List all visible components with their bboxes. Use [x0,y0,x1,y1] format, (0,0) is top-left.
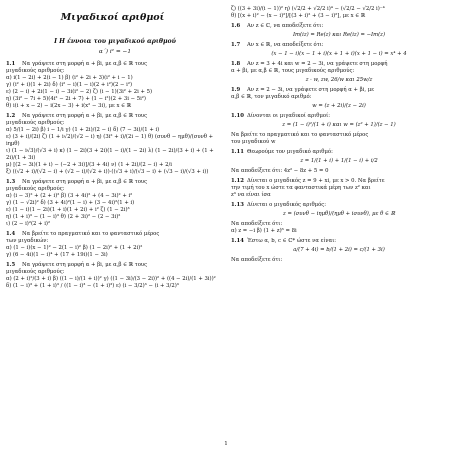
section-heading: I Η έννοια του μιγαδικού αριθμού [54,38,176,45]
exercise-line [6,127,224,134]
exercise-text: α) i(1 − 2i) + 2(i − 1) β) (i² + 2i + 3)(i² + i − 1) [6,75,133,81]
exercise-text: Να βρείτε το πραγματικό και το φανταστικό μέρος [22,231,160,237]
exercise-text: Αν x ∈ ℝ, να αποδείξετε ότι: [247,42,324,48]
exercise [231,61,447,84]
exercise-text: η) (3i² − 7i + 5)(4i² − 2i + 7) + (1 − i²)(2 + 3i − 5i²) [6,96,146,102]
exercise-text: γ) (6 − 4i)(1 − i)⁴ + (17 + 19i)(1 − 3i) [6,252,108,258]
math-expression: z · w, zw, 26/w και 25w/z [305,77,373,83]
exercise-line [6,252,224,259]
exercise-number: 1.13 [231,202,244,208]
exercise-line [231,178,447,185]
exercise-text: μιγαδικούς αριθμούς: [6,186,65,192]
exercise-line [6,68,224,75]
exercise-line [231,149,447,156]
exercise-text: δ) (1 − i)³ + (1 + i)³ / ((1 − i)³ − (1 + i)³) ε) (i − 3/2)³ − (i + 3/2)³ [6,283,179,289]
exercise [231,202,447,235]
exercise-text: α) z = −i β) (1 + z)⁶ = 8i [231,228,297,234]
exercise-line [231,238,447,245]
math-expression: (x − 1 − i)(x − 1 + i)(x + 1 + i)(x + 1 − i) = x⁴ + 4 [271,51,407,57]
exercise-number: 1.2 [6,113,16,119]
exercise-line [6,214,224,221]
exercise-line [6,269,224,276]
exercise-line [6,82,224,89]
exercise-text: ζ) ((3 + 3i)/(i − 1))² η) (√2/2 + √2/2 i)⁴ − (√2/2 − √2/2 i)⁻⁴ [231,6,385,12]
exercise-number: 1.5 [6,262,16,268]
exercise-line [231,87,447,94]
math-expression: z = (1 − i)²/(1 + i) και w = (z² + 1)/(z − 1) [282,122,396,128]
exercise-text: μιγαδικούς αριθμούς: [6,68,65,74]
exercise-line [231,113,447,120]
right-column [231,6,447,267]
exercise-line [6,169,224,176]
exercise-line [231,185,447,192]
exercise-text: Έστω α, b, c ∈ ℂ* ώστε να είναι: [247,238,337,244]
left-column [6,34,224,293]
exercise-text: Να γράψετε στη μορφή α + βi, με α,β ∈ ℝ τους [22,262,148,268]
exercise-line [6,262,224,269]
exercise [231,113,447,146]
exercise [6,262,224,290]
exercise [6,61,224,110]
exercise-number: 1.7 [231,42,241,48]
page-number: 1 [224,441,228,447]
exercise [6,179,224,228]
exercise-text: θ) [(x + i)² − (x − i)²]/[(3 + i)² + (3 − i)²], με x ∈ ℝ [231,13,366,19]
exercise-line [6,231,224,238]
exercise [231,178,447,199]
exercise [6,113,224,176]
exercise-line [231,13,447,20]
exercise-line [231,23,447,30]
exercise-number: 1.4 [6,231,16,237]
exercise-number: 1.9 [231,87,241,93]
exercise-line [6,103,224,110]
exercise-line [231,68,447,75]
exercise-text: Αν z = 3 + 4i και w = 2 − 3i, να γράψετε στη μορφή [247,61,388,67]
exercise-text: Να αποδείξετε ότι: [231,257,283,263]
exercise-line [231,202,447,209]
exercise-text: α) 5/(1 − 2i) β) i − 1/i γ) (1 + 2i)/(2 − i) δ) (7 − 3i)/(1 + i) [6,127,160,133]
exercise-line [6,200,224,207]
page-title: Μιγαδικοί αριθμοί [60,12,165,23]
exercise [231,238,447,264]
exercise-text: α) (2 + i)²/(3 + i) β) ((1 − i)/(1 + i))² γ) ((1 − 3i)/(3 − 2i))² + ((4 − 2i)/(1 + 3i))² [6,276,216,282]
left-exercises [6,61,224,290]
exercise-line [6,89,224,96]
exercise-line [6,245,224,252]
exercise-text: την τιμή του x ώστε τα φανταστικά μέρη των z² και [231,185,371,191]
exercise-text: Αν z = 2 − 3i, να γράψετε στη μορφή α + βi, με [247,87,374,93]
exercise-text: Δίνεται ο μιγαδικός αριθμός: [247,202,327,208]
exercise-line [231,192,447,199]
math-expression: a/(7 + 4i) = b/(1 + 2i) = c/(1 + 3i) [293,247,385,253]
exercise-line [6,120,224,127]
exercise-text: Θεωρούμε τον μιγαδικό αριθμό: [247,149,333,155]
exercise-number: 1.14 [231,238,244,244]
exercise-text: Να αποδείξετε ότι: 4z² − 8z + 5 = 0 [231,168,329,174]
exercise-text: α + βi, με α,β ∈ ℝ, τους μιγαδικούς αριθμούς: [231,68,355,74]
exercise-text: μιγαδικούς αριθμούς: [6,120,65,126]
exercise-line [6,179,224,186]
exercise-text: Δίνεται ο μιγαδικός z = 9 + xi, με x > 0. Να βρείτε [247,178,385,184]
exercise-line [231,6,447,13]
exercise-text: ε) (3 + i)/(2i) ζ) (1 + i√2)/(√2 − i) η) (3i² + i)/(2i − 1) θ) (συνθ − ημθ)/(συνθ + iημθ) [6,134,214,147]
exercise-text: η) (1 + i)³ − (1 − i)³ θ) (2 + 3i)² − (2 − 3i)² [6,214,121,220]
exercise-text: Να αποδείξετε ότι: [231,221,283,227]
exercise-text: ξ) ((√2 + i)/(√2 − i) + (√2 − i)/(√2 + i))·((√3 + i)/(√3 − i) + (√3 − i)/(√3 + i)) [6,169,209,175]
exercise-text: του μιγαδικού w [231,139,276,145]
exercise-line [6,75,224,82]
exercise-text: ι) (2 − i)²(2 + i)² [6,221,51,227]
exercise-number: 1.1 [6,61,16,67]
exercise-line [6,61,224,68]
exercise-line [6,148,224,162]
exercise-text: ι) (1 − i√3)/(√3 + i) κ) (1 − 2i)(3 + 2i)(1 − i)/(1 − 2i) λ) (1 − 2i)/(3 + i) + (1 + 2i)/(1 + 3i) [6,148,214,161]
exercise-line [6,162,224,169]
exercise-line [231,42,447,49]
exercise-number: 1.11 [231,149,244,155]
exercise-text: α) (1 − i)(x − 1)² − 2(1 − i)² β) (1 − 2i)² + (1 + 2i)² [6,245,143,251]
exercise [231,42,447,58]
exercise-line [6,283,224,290]
exercise-text: α) (i − 3)² + (2 + i)² β) (3 + 4i)² + (4 − 3i)² + i² [6,193,133,199]
exercise-number: 1.12 [231,178,244,184]
math-expression: w = (z + 2i)/(z − 2i) [312,103,366,109]
exercise [231,87,447,110]
exercise-text: z³ να είναι ίσα [231,192,271,198]
exercise-text: Δίνονται οι μιγαδικοί αριθμοί: [247,113,330,119]
exercise-number: 1.10 [231,113,244,119]
exercise-line [6,134,224,148]
exercise-text: γ) (1 − √2i)² δ) (3 + 4i)²(1 − i) + (3 − 4i)²(1 + i) [6,200,135,206]
exercise-line [6,113,224,120]
exercise-line [6,221,224,228]
exercise [231,6,447,20]
exercise-text: Να γράψετε στη μορφή α + βi, με α,β ∈ ℝ τους [22,61,148,67]
exercise-text: γ) (i² + i)(1 + 2i) δ) (i² − i)(1 − i)(2 + i²)(2 − i²) [6,82,133,88]
exercise-line [6,207,224,214]
exercise-text: των μιγαδικών: [6,238,49,244]
exercise-number: 1.8 [231,61,241,67]
exercise-text: Να γράψετε στη μορφή α + βi, με α,β ∈ ℝ τους [22,113,148,119]
exercise-text: μιγαδικούς αριθμούς: [6,269,65,275]
exercise-text: μ) [(2 − 3i)(1 + i) − (−2 + 3i)]/(3 + 4i) ν) (1 + 2i)/(2 − i) + 2/i [6,162,172,168]
exercise-text: Να βρείτε το πραγματικό και το φανταστικό μέρος [231,132,369,138]
exercise-line [6,276,224,283]
subsection-heading: α΄) i² = −1 [98,49,132,55]
exercise-text: θ) i(i + x − 2) − i(2x − 3) + i(x² − 3i), με x ∈ ℝ [6,103,132,109]
exercise-number: 1.6 [231,23,241,29]
exercise-line [231,61,447,68]
math-expression: Im(iz) = Re(z) και Re(iz) = −Im(z) [292,32,386,38]
exercise-text: ε) (1 − i)(1 − 2i)(1 + i)(1 + 2i) + i² ζ) (1 − 2i)³ [6,207,130,213]
exercise [231,149,447,175]
exercise-text: α,β ∈ ℝ, τον μιγαδικό αριθμό: [231,94,312,100]
exercise-text: ε) (2 − i) + 2i(1 − i) − 3i(i² − 2) ζ) (i − 1)(3i² + 2i + 5) [6,89,153,95]
exercise-line [6,186,224,193]
math-expression: z = (συνθ − iημθ)/(ημθ + iσυνθ), με θ ∈ ℝ [283,211,395,217]
exercise-line [6,193,224,200]
exercise [231,23,447,39]
math-expression: z = 1/(1 + i) + 1/(1 − i) + i/2 [300,158,378,164]
exercise-text: Να γράψετε στη μορφή α + βi, με α,β ∈ ℝ τους [22,179,148,185]
exercise-text: Αν z ∈ ℂ, να αποδείξετε ότι: [247,23,324,29]
exercise-line [6,96,224,103]
exercise-number: 1.3 [6,179,16,185]
exercise-line [231,94,447,101]
right-exercises [231,6,447,264]
exercise-line [6,238,224,245]
exercise [6,231,224,259]
